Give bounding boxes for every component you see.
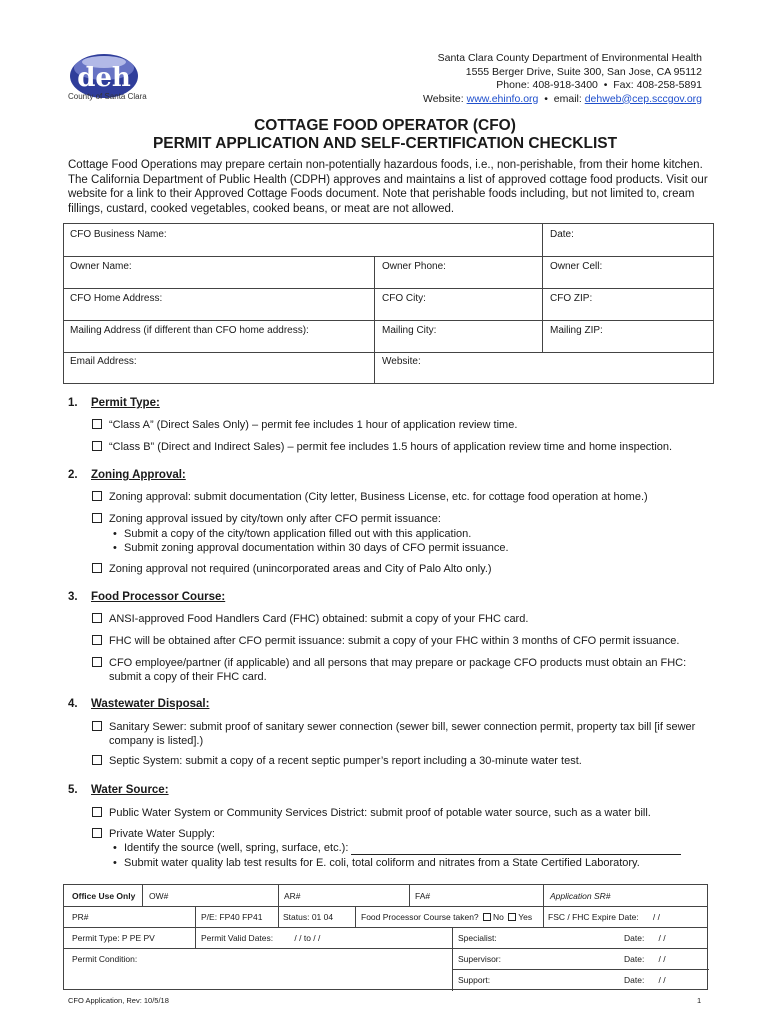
permit-type-field[interactable]: Permit Type: P PE PV [72, 933, 155, 943]
owner-cell-field[interactable]: Owner Cell: [550, 261, 603, 272]
applicant-info-table [63, 223, 714, 384]
section-water-source: 5. Water Source: [68, 784, 169, 796]
checklist-item[interactable]: FHC will be obtained after CFO permit issuance: submit a copy of your FHC within 3 months of CFO permit issuance. [92, 634, 712, 648]
bullet-item: • Identify the source (well, spring, surface, etc.): [124, 841, 681, 855]
yes-checkbox[interactable] [508, 913, 516, 921]
checklist-item[interactable]: Zoning approval issued by city/town only after CFO permit issuance: [92, 512, 712, 526]
email-field[interactable]: Email Address: [70, 356, 137, 367]
checklist-item[interactable]: ANSI-approved Food Handlers Card (FHC) obtained: submit a copy of your FHC card. [92, 612, 712, 626]
zip-field[interactable]: CFO ZIP: [550, 293, 593, 304]
checkbox[interactable] [92, 721, 102, 731]
checklist-item[interactable]: Zoning approval not required (unincorporated areas and City of Palo Alto only.) [92, 562, 712, 576]
office-use-table [63, 884, 708, 990]
support-field[interactable]: Support: [458, 975, 491, 985]
agency-phone-fax: Phone: 408-918-3400 • Fax: 408-258-5891 [496, 79, 702, 91]
mailing-address-field[interactable]: Mailing Address (if different than CFO home address): [70, 325, 309, 336]
bullet-item: • Submit zoning approval documentation within 30 days of CFO permit issuance. [124, 541, 509, 555]
checkbox[interactable] [92, 491, 102, 501]
revision-footer: CFO Application, Rev: 10/5/18 [68, 996, 169, 1005]
checklist-item[interactable]: Septic System: submit a copy of a recent septic pumper’s report including a 30-minute water test. [92, 754, 712, 768]
status-field[interactable]: Status: 01 04 [283, 912, 334, 922]
logo-text: deh [77, 63, 131, 93]
pr-field[interactable]: PR# [72, 912, 89, 922]
specialist-date[interactable]: Date: / / [624, 933, 666, 943]
section-title: Water Source: [91, 784, 169, 796]
checkbox[interactable] [92, 807, 102, 817]
support-date[interactable]: Date: / / [624, 975, 666, 985]
section-title: Zoning Approval: [91, 469, 186, 481]
checkbox[interactable] [92, 419, 102, 429]
course-taken-field: Food Processor Course taken? No Yes [361, 912, 533, 922]
checkbox[interactable] [92, 657, 102, 667]
pe-field[interactable]: P/E: FP40 FP41 [201, 912, 263, 922]
section-permit-type: 1. Permit Type: [68, 397, 160, 409]
checklist-item[interactable]: Private Water Supply: [92, 827, 712, 841]
section-title: Permit Type: [91, 397, 160, 409]
agency-contact [423, 52, 702, 106]
permit-condition-field[interactable]: Permit Condition: [72, 954, 138, 964]
business-name-field[interactable]: CFO Business Name: [70, 229, 167, 240]
section-title: Food Processor Course: [91, 591, 226, 603]
website-link[interactable]: www.ehinfo.org [466, 92, 539, 105]
checklist-item[interactable]: Public Water System or Community Services District: submit proof of potable water source, such as a water bill. [92, 806, 712, 820]
application-sr-field[interactable]: Application SR# [550, 891, 611, 901]
owner-phone-field[interactable]: Owner Phone: [382, 261, 446, 272]
checkbox[interactable] [92, 563, 102, 573]
section-food-processor-course: 3. Food Processor Course: [68, 591, 226, 603]
office-use-label: Office Use Only [72, 891, 136, 901]
checkbox[interactable] [92, 635, 102, 645]
intro-paragraph: Cottage Food Operations may prepare certain non-potentially hazardous foods, i.e., non-perishable, from their home kitchen. The California Department of Public Health (CDPH) approves and maintains a list of approved cottage food products. Visit our website for a link to their Approved Cottage Foods document. Note that perishable foods including, but not limited to, cream fillings, custard, cooked vegetables, cooked beans, or meat are not allowed. [68, 159, 708, 215]
date-field[interactable]: Date: [550, 229, 574, 240]
permit-valid-dates-field[interactable]: Permit Valid Dates: / / to / / [201, 933, 321, 943]
page-number: 1 [697, 996, 702, 1005]
agency-web-email: Website: www.ehinfo.org • email: dehweb@cep.sccgov.org [423, 92, 702, 105]
mailing-zip-field[interactable]: Mailing ZIP: [550, 325, 603, 336]
email-link[interactable]: dehweb@cep.sccgov.org [584, 92, 702, 105]
section-wastewater-disposal: 4. Wastewater Disposal: [68, 698, 210, 710]
checkbox[interactable] [92, 755, 102, 765]
bullet-item: • Submit a copy of the city/town application filled out with this application. [124, 527, 471, 541]
checklist-item[interactable]: “Class B” (Direct and Indirect Sales) – permit fee includes 1.5 hours of application review time and home inspection. [92, 440, 712, 454]
agency-address: 1555 Berger Drive, Suite 300, San Jose, CA 95112 [465, 65, 702, 78]
agency-name: Santa Clara County Department of Environmental Health [437, 52, 702, 64]
source-fill-line[interactable] [351, 845, 681, 855]
ow-field[interactable]: OW# [149, 891, 169, 901]
document-subtitle: PERMIT APPLICATION AND SELF-CERTIFICATION CHECKLIST [152, 135, 618, 152]
home-address-field[interactable]: CFO Home Address: [70, 293, 163, 304]
logo-caption: County of Santa Clara [68, 92, 147, 101]
checklist-item[interactable]: CFO employee/partner (if applicable) and all persons that may prepare or package CFO products must obtain an FHC: submit a copy of their FHC card. [92, 656, 712, 684]
checkbox[interactable] [92, 828, 102, 838]
owner-name-field[interactable]: Owner Name: [70, 261, 132, 272]
checklist-item[interactable]: “Class A” (Direct Sales Only) – permit fee includes 1 hour of application review time. [92, 418, 712, 432]
section-title: Wastewater Disposal: [91, 698, 210, 710]
supervisor-date[interactable]: Date: / / [624, 954, 666, 964]
checkbox[interactable] [92, 513, 102, 523]
checklist-item[interactable]: Sanitary Sewer: submit proof of sanitary sewer connection (sewer bill, sewer connection permit, property tax bill [if sewer company is listed].) [92, 720, 712, 748]
document-title: COTTAGE FOOD OPERATOR (CFO) [254, 117, 516, 134]
fa-field[interactable]: FA# [415, 891, 431, 901]
checkbox[interactable] [92, 441, 102, 451]
phone-number: 408-918-3400 [532, 79, 598, 91]
website-field[interactable]: Website: [382, 356, 421, 367]
checkbox[interactable] [92, 613, 102, 623]
specialist-field[interactable]: Specialist: [458, 933, 497, 943]
mailing-city-field[interactable]: Mailing City: [382, 325, 437, 336]
fax-number: 408-258-5891 [636, 79, 702, 91]
bullet-item: • Submit water quality lab test results for E. coli, total coliform and nitrates from a State Certified Laboratory. [124, 856, 640, 870]
section-zoning-approval: 2. Zoning Approval: [68, 469, 186, 481]
fsc-expire-field[interactable]: FSC / FHC Expire Date: / / [548, 912, 660, 922]
checklist-item[interactable]: Zoning approval: submit documentation (City letter, Business License, etc. for cottage food operation at home.) [92, 490, 712, 504]
city-field[interactable]: CFO City: [382, 293, 426, 304]
ar-field[interactable]: AR# [284, 891, 301, 901]
supervisor-field[interactable]: Supervisor: [458, 954, 501, 964]
no-checkbox[interactable] [483, 913, 491, 921]
